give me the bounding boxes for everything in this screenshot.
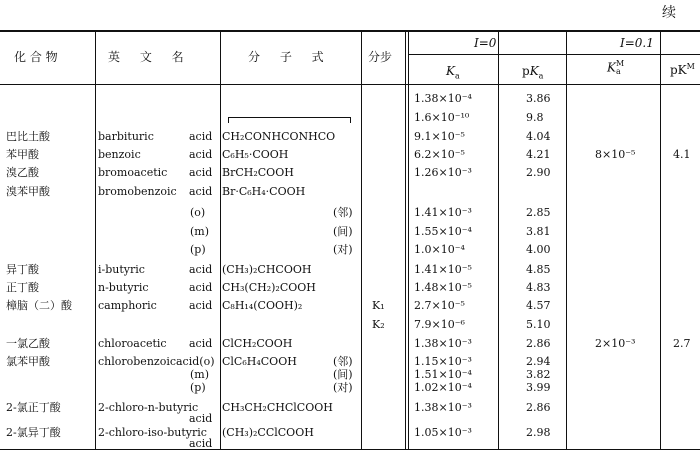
cell-compound: 苯甲酸	[6, 148, 39, 161]
vertical-rule	[361, 30, 362, 450]
cell-pka: 4.21	[526, 148, 551, 161]
cell-ka: 6.2×10⁻⁵	[414, 148, 465, 161]
cell-formula: BrCH₂COOH	[222, 166, 294, 179]
cell-formula: CH₃CH₂CHClCOOH	[222, 401, 333, 414]
cell-isomer-zh: (邻)	[333, 206, 353, 219]
cell-isomer-zh: (间)	[333, 225, 353, 238]
cell-english-name: bromoacetic	[98, 166, 168, 179]
header-compound: 化 合 物	[14, 50, 58, 64]
cell-compound: 2-氯异丁酸	[6, 426, 61, 439]
cell-formula: CH₃(CH₂)₂COOH	[222, 281, 316, 294]
cell-acid: acid	[189, 263, 213, 276]
cell-isomer: (o)	[190, 206, 206, 219]
cell-ka: 1.55×10⁻⁴	[414, 225, 472, 238]
header-i0: I=0	[474, 36, 497, 50]
cell-ka: 1.41×10⁻³	[414, 206, 472, 219]
cell-step: K₂	[372, 318, 385, 331]
cell-formula: CH₂CONHCONHCO	[222, 130, 336, 143]
cell-isomer: (p)	[190, 243, 206, 256]
cell-acid: acid	[189, 337, 213, 350]
cell-compound: 2-氯正丁酸	[6, 401, 61, 414]
cell-pka: 4.00	[526, 243, 551, 256]
cell-step: K₁	[372, 299, 385, 312]
cell-english-name: n-butyric	[98, 281, 149, 294]
cell-pka: 4.04	[526, 130, 551, 143]
cell-ka: 1.38×10⁻³	[414, 401, 472, 414]
cell-english-name: i-butyric	[98, 263, 145, 276]
cell-ka: 1.0×10⁻⁴	[414, 243, 465, 256]
cell-ka: 1.48×10⁻⁵	[414, 281, 472, 294]
cell-pka: 4.57	[526, 299, 551, 312]
cell-formula: Br·C₆H₄·COOH	[222, 185, 306, 198]
cell-ka: 1.41×10⁻⁵	[414, 263, 472, 276]
cell-compound: 樟脑（二）酸	[6, 299, 72, 312]
cell-acid: acid	[189, 148, 213, 161]
cell-pka: 3.86	[526, 92, 551, 105]
header-pka: $pK_a$	[522, 64, 544, 81]
cell-kam: 2×10⁻³	[595, 337, 636, 350]
header-english-name: 英 文 名	[108, 50, 184, 64]
cell-ka: 1.26×10⁻³	[414, 166, 472, 179]
cell-acid: acid	[189, 185, 213, 198]
cell-english-name: barbituric	[98, 130, 154, 143]
cell-pka: 2.94	[526, 355, 551, 368]
header-ka: $K_a$	[446, 64, 460, 81]
cell-isomer: (m)	[190, 225, 210, 238]
cell-english-name: chlorobenzoicacid(o)	[98, 355, 215, 368]
cell-pka: 2.86	[526, 401, 551, 414]
cell-compound: 溴苯甲酸	[6, 185, 50, 198]
cell-pka: 4.83	[526, 281, 551, 294]
cell-acid: acid	[189, 130, 213, 143]
header-i01: I=0.1	[620, 36, 654, 50]
cell-ka: 1.02×10⁻⁴	[414, 381, 472, 394]
cell-ka: 1.6×10⁻¹⁰	[414, 111, 470, 124]
cell-pka: 3.99	[526, 381, 551, 394]
vertical-rule	[405, 30, 406, 450]
cell-formula: C₆H₅·COOH	[222, 148, 289, 161]
continued-label: 续	[662, 5, 676, 21]
cell-compound: 巴比土酸	[6, 130, 50, 143]
cell-ka: 1.38×10⁻⁴	[414, 92, 472, 105]
cell-english-name: chloroacetic	[98, 337, 167, 350]
data-table	[0, 30, 700, 450]
cell-acid: acid	[189, 299, 213, 312]
cell-pka: 2.98	[526, 426, 551, 439]
vertical-rule	[408, 30, 409, 450]
cell-compound: 一氯乙酸	[6, 337, 50, 350]
header-formula: 分 子 式	[248, 50, 324, 64]
cell-pka: 3.81	[526, 225, 551, 238]
header-kam: K M a	[607, 59, 625, 76]
cell-formula: (CH₃)₂CHCOOH	[222, 263, 312, 276]
cell-ka: 1.51×10⁻⁴	[414, 368, 472, 381]
cell-acid-wrap: acid	[189, 412, 213, 425]
cell-formula: ClC₆H₄COOH	[222, 355, 297, 368]
cell-isomer-zh: (邻)	[333, 355, 353, 368]
cell-formula: ClCH₂COOH	[222, 337, 293, 350]
vertical-rule	[220, 30, 221, 450]
cell-ka: 9.1×10⁻⁵	[414, 130, 465, 143]
header-pkam: $pK^M$	[670, 62, 695, 77]
vertical-rule	[660, 30, 661, 450]
cell-english-name: 2-chloro-iso-butyric	[98, 426, 207, 439]
cell-pka: 5.10	[526, 318, 551, 331]
cell-ka: 1.05×10⁻³	[414, 426, 472, 439]
cell-pka: 9.8	[526, 111, 544, 124]
cell-formula: (CH₃)₂CClCOOH	[222, 426, 314, 439]
header-step: 分步	[368, 50, 393, 64]
cell-kam: 8×10⁻⁵	[595, 148, 636, 161]
cell-isomer: (p)	[190, 381, 206, 394]
cell-isomer: (m)	[190, 368, 210, 381]
cell-ka: 1.15×10⁻³	[414, 355, 472, 368]
cell-ka: 2.7×10⁻⁵	[414, 299, 465, 312]
cell-pkam: 4.1	[673, 148, 691, 161]
cell-pka: 2.90	[526, 166, 551, 179]
cell-isomer-zh: (对)	[333, 381, 353, 394]
cell-pka: 4.85	[526, 263, 551, 276]
cell-acid: acid	[189, 281, 213, 294]
cell-english-name: camphoric	[98, 299, 157, 312]
cell-ka: 1.38×10⁻³	[414, 337, 472, 350]
cell-compound: 异丁酸	[6, 263, 39, 276]
cell-pkam: 2.7	[673, 337, 691, 350]
ring-closure-bar	[228, 117, 351, 123]
cell-ka: 7.9×10⁻⁶	[414, 318, 465, 331]
cell-pka: 2.85	[526, 206, 551, 219]
cell-compound: 正丁酸	[6, 281, 39, 294]
cell-english-name: benzoic	[98, 148, 141, 161]
cell-english-name: bromobenzoic	[98, 185, 177, 198]
cell-english-name: 2-chloro-n-butyric	[98, 401, 199, 414]
cell-isomer-zh: (间)	[333, 368, 353, 381]
cell-formula: C₈H₁₄(COOH)₂	[222, 299, 303, 312]
cell-compound: 氯苯甲酸	[6, 355, 50, 368]
vertical-rule	[498, 30, 499, 450]
vertical-rule	[95, 30, 96, 450]
cell-compound: 溴乙酸	[6, 166, 39, 179]
cell-pka: 3.82	[526, 368, 551, 381]
cell-isomer-zh: (对)	[333, 243, 353, 256]
vertical-rule	[566, 30, 567, 450]
cell-acid: acid	[189, 166, 213, 179]
cell-acid-wrap: acid	[189, 437, 213, 450]
cell-pka: 2.86	[526, 337, 551, 350]
